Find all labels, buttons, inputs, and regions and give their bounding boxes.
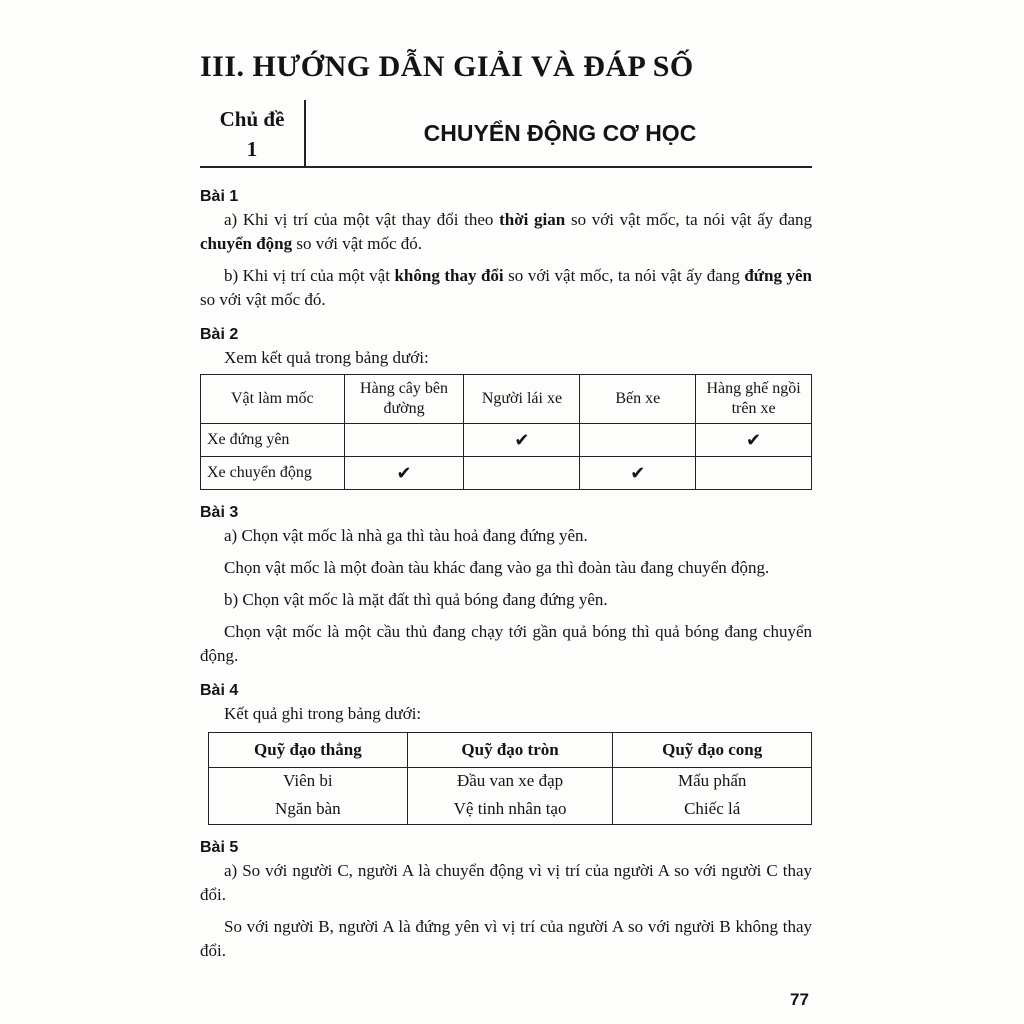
topic-header [200,100,812,170]
table-row [209,794,812,825]
trajectory-table [208,732,812,825]
table-header-cell: Hàng ghế ngồi trên xe [696,375,812,424]
bai4-intro: Kết quả ghi trong bảng dưới: [224,704,422,723]
table-cell: Đầu van xe đạp [407,768,613,795]
table-header-cell: Quỹ đạo cong [613,733,812,768]
bai5-heading: Bài 5 [200,839,239,856]
topic-label [200,100,304,170]
check-icon-cell [464,457,580,490]
section-title: III. HƯỚNG DẪN GIẢI VÀ ĐÁP SỐ [200,50,694,83]
check-icon-cell: ✔ [696,424,812,457]
table-cell: Vệ tinh nhân tạo [407,794,613,825]
table-header-cell: Vật làm mốc [201,375,345,424]
bai1-heading: Bài 1 [200,188,239,205]
bai1-a-bold1: thời gian [499,210,566,229]
bai1-b-bold1: không thay đổi [394,266,504,285]
check-icon-cell [344,424,464,457]
page-number: 77 [790,990,809,1009]
reference-frame-table [200,374,812,490]
table-cell: Mẩu phấn [613,768,812,795]
bai4-heading: Bài 4 [200,682,239,699]
bai1-b-text3: so với vật mốc đó. [200,290,326,309]
bai1-b-text2: so với vật mốc, ta nói vật ấy đang [503,266,745,285]
bai1-a-text1: a) Khi vị trí của một vật thay đổi theo [224,210,500,229]
bai3-part-a-continued: Chọn vật mốc là một đoàn tàu khác đang vào ga thì đoàn tàu đang chuyển động. [224,558,770,577]
bai1-a-bold2: chuyển động [200,234,293,253]
table-header-cell: Hàng cây bên đường [344,375,464,424]
table-header-cell: Người lái xe [464,375,580,424]
topic-divider-horizontal [200,166,812,168]
bai3-part-b-continued: Chọn vật mốc là một cầu thủ đang chạy tới gần quả bóng thì quả bóng đang chuyển động. [200,622,812,665]
bai1-a-text3: so với vật mốc đó. [292,234,422,253]
table-cell: Chiếc lá [613,794,812,825]
check-icon-cell: ✔ [344,457,464,490]
bai1-b-text1: b) Khi vị trí của một vật [224,266,395,285]
bai2-heading: Bài 2 [200,326,239,343]
table-row-label: Xe chuyển động [201,457,345,490]
bai2-intro: Xem kết quả trong bảng dưới: [224,348,429,367]
topic-number: 1 [246,137,258,161]
bai1-b-bold2: đứng yên [744,266,812,285]
check-icon-cell [580,424,696,457]
check-icon-cell: ✔ [580,457,696,490]
table-header-cell: Quỹ đạo thẳng [209,733,408,768]
topic-label-text: Chủ đề [219,107,285,131]
topic-title: CHUYỂN ĐỘNG CƠ HỌC [423,120,697,146]
bai3-part-a: a) Chọn vật mốc là nhà ga thì tàu hoả đang đứng yên. [224,526,588,545]
table-cell: Ngăn bàn [209,794,408,825]
table-row-label: Xe đứng yên [201,424,345,457]
table-row [201,424,812,457]
bai3-heading: Bài 3 [200,504,239,521]
bai1-part-b [200,264,812,312]
topic-divider-vertical [304,100,306,166]
check-icon-cell: ✔ [464,424,580,457]
table-header-cell: Bến xe [580,375,696,424]
check-icon-cell [696,457,812,490]
table-cell: Viên bi [209,768,408,795]
table-row [201,457,812,490]
bai5-part-a-continued: So với người B, người A là đứng yên vì vị trí của người A so với người B không thay đổi. [200,917,812,960]
answers-content [200,186,812,963]
table-header-cell: Quỹ đạo tròn [407,733,613,768]
bai3-part-b: b) Chọn vật mốc là mặt đất thì quả bóng đang đứng yên. [224,590,608,609]
table-header-row [209,733,812,768]
bai5-part-a: a) So với người C, người A là chuyển động vì vị trí của người A so với người C thay đổi. [200,861,812,904]
table-header-row [201,375,812,424]
bai1-part-a [200,208,812,256]
bai1-a-text2: so với vật mốc, ta nói vật ấy đang [565,210,813,229]
table-row [209,768,812,795]
